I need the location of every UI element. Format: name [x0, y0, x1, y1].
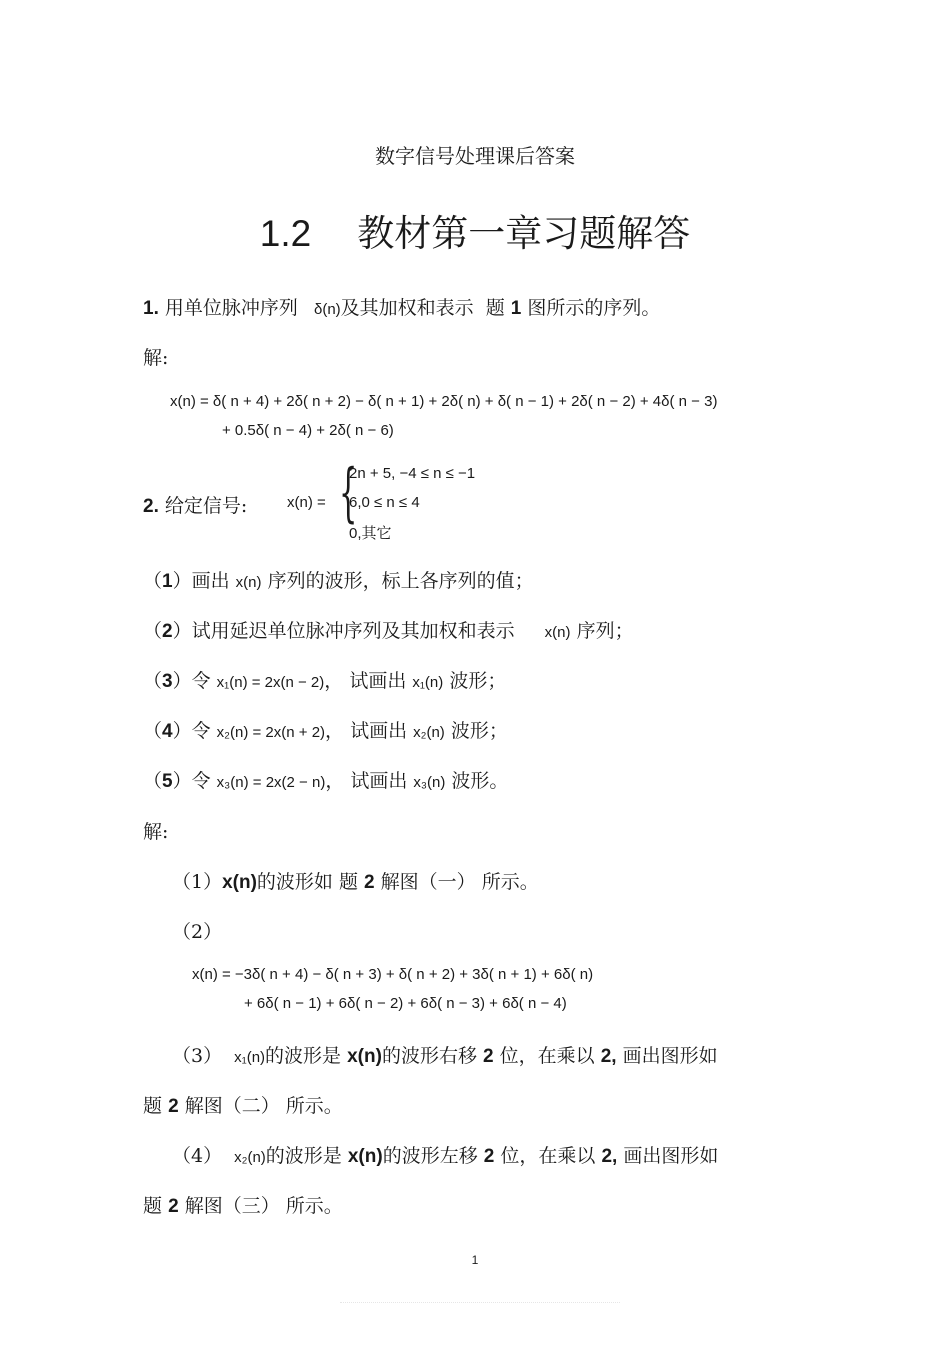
sub-question-text: 波形； [450, 720, 508, 742]
equation-line: + 0.5δ( n − 4) + 2δ( n − 6) [222, 422, 394, 439]
question-number: 1. [143, 298, 159, 319]
answer-part-number: （3） [172, 1045, 223, 1067]
answer-text: 题 [338, 871, 358, 893]
question-text: 图所示的序列。 [527, 297, 661, 319]
question-text: 给定信号: [164, 495, 248, 517]
answer-text: 画出图形如 [622, 1045, 718, 1067]
chapter-number: 1.2 [259, 213, 312, 254]
answer-part [172, 1141, 718, 1168]
sub-question: （2）试用延迟单位脉冲序列及其加权和表示 x(n) 序列； [143, 620, 634, 642]
figure-number: 2 [364, 872, 375, 893]
page-number: 1 [471, 1253, 479, 1267]
equation-line: x(n) = −3δ( n + 4) − δ( n + 3) + δ( n + 2) + 3δ( n + 1) + 6δ( n) [192, 966, 594, 983]
piecewise-case: 6,0 ≤ n ≤ 4 [349, 494, 420, 511]
number: 2 [483, 1146, 495, 1167]
sub-question-number: 3 [162, 671, 173, 692]
math-expression: x₂(n) [413, 724, 445, 741]
answer-text: 解图（三） 所示。 [184, 1195, 343, 1217]
sub-question: （1）画出 x(n) 序列的波形，标上各序列的值； [143, 570, 534, 592]
footer-divider [340, 1302, 620, 1311]
sub-question-number: 2 [162, 621, 173, 642]
left-brace-icon: { [339, 456, 358, 530]
math-expression: x₁(n) = 2x(n − 2) [216, 674, 325, 691]
piecewise-lhs: x(n) = [287, 494, 326, 511]
answer-continuation [143, 1191, 343, 1218]
math-expression: x(n) [222, 872, 257, 893]
number: 2, [601, 1146, 618, 1167]
answer-text: 的波形是 [265, 1045, 342, 1067]
answer-text: 的波形是 [265, 1145, 342, 1167]
question-text: 题 [485, 297, 505, 319]
delta-symbol: δ(n) [313, 301, 341, 318]
answer-text: 位，在乘以 [499, 1045, 595, 1067]
answer-text: 画出图形如 [623, 1145, 719, 1167]
sub-question-text: 序列； [576, 620, 634, 642]
math-expression: x(n) [235, 574, 262, 591]
math-expression: x₁(n) [412, 674, 444, 691]
math-expression: x₂(n) [234, 1149, 266, 1166]
sub-question: （4）令 x₂(n) = 2x(n + 2)， 试画出 x₂(n) 波形； [143, 720, 508, 742]
piecewise-case: 0,其它 [349, 525, 392, 542]
answer-text: 题 [143, 1195, 163, 1217]
math-expression: x(n) [544, 624, 571, 641]
answer-text: 解图（一） 所示。 [380, 871, 539, 893]
sub-question: （5）令 x₃(n) = 2x(2 − n)， 试画出 x₃(n) 波形。 [143, 770, 509, 792]
question-text: 用单位脉冲序列 [164, 297, 298, 319]
sub-question-number: 5 [162, 771, 173, 792]
sub-question-text: 令 [191, 770, 211, 792]
math-expression: x₃(n) = 2x(2 − n) [216, 774, 326, 791]
sub-question-text: ， 试画出 [325, 770, 408, 792]
math-expression: x(n) [347, 1146, 383, 1167]
sub-question-text: ， 试画出 [325, 720, 408, 742]
equation-line: x(n) = δ( n + 4) + 2δ( n + 2) − δ( n + 1) + 2δ( n) + δ( n − 1) + 2δ( n − 2) + 4δ( n − 3) [170, 393, 718, 410]
sub-question-text: 画出 [191, 570, 230, 592]
answer-text: 的波形左移 [382, 1145, 478, 1167]
chapter-title: 教材第一章习题解答 [357, 212, 691, 255]
number: 2 [483, 1046, 494, 1067]
answer-part [172, 867, 539, 894]
answer-text: 的波形右移 [381, 1045, 477, 1067]
document-title: 数字信号处理课后答案 [375, 144, 575, 168]
answer-text: 解图（二） 所示。 [184, 1095, 343, 1117]
answer-part-number: （2） [172, 921, 223, 943]
question-number: 2. [143, 496, 159, 517]
piecewise-case: 2n + 5, −4 ≤ n ≤ −1 [349, 465, 476, 482]
answer-text: 题 [143, 1095, 163, 1117]
math-expression: x₃(n) [413, 774, 446, 791]
answer-label: 解: [143, 347, 169, 369]
figure-number: 1 [510, 298, 522, 319]
sub-question-text: 序列的波形，标上各序列的值； [267, 570, 534, 592]
sub-question-text: 令 [191, 720, 211, 742]
figure-number: 2 [168, 1096, 179, 1117]
answer-text: 位，在乘以 [500, 1145, 596, 1167]
sub-question: （3）令 x₁(n) = 2x(n − 2)， 试画出 x₁(n) 波形； [143, 670, 507, 692]
answer-part-number: （4） [172, 1145, 223, 1167]
answer-part [172, 1041, 718, 1068]
figure-number: 2 [168, 1196, 179, 1217]
math-expression: x₂(n) = 2x(n + 2) [216, 724, 326, 741]
answer-label: 解: [143, 821, 169, 843]
math-expression: x(n) [347, 1046, 382, 1067]
sub-question-number: 4 [162, 721, 173, 742]
sub-question-text: 试用延迟单位脉冲序列及其加权和表示 [191, 620, 515, 642]
chapter-heading [0, 203, 950, 257]
answer-part-number: （1） [172, 871, 223, 893]
question-text: 及其加权和表示 [340, 297, 474, 319]
question-2 [143, 491, 247, 518]
question-1 [143, 293, 660, 320]
answer-continuation [143, 1091, 343, 1118]
equation-line: + 6δ( n − 1) + 6δ( n − 2) + 6δ( n − 3) + 6δ( n − 4) [244, 995, 567, 1012]
sub-question-text: 令 [191, 670, 211, 692]
sub-question-text: ， 试画出 [324, 670, 407, 692]
sub-question-number: 1 [162, 571, 173, 592]
sub-question-text: 波形。 [451, 770, 509, 792]
math-expression: x₁(n) [234, 1049, 266, 1066]
number: 2, [600, 1046, 617, 1067]
answer-text: 的波形如 [256, 871, 333, 893]
sub-question-text: 波形； [449, 670, 507, 692]
